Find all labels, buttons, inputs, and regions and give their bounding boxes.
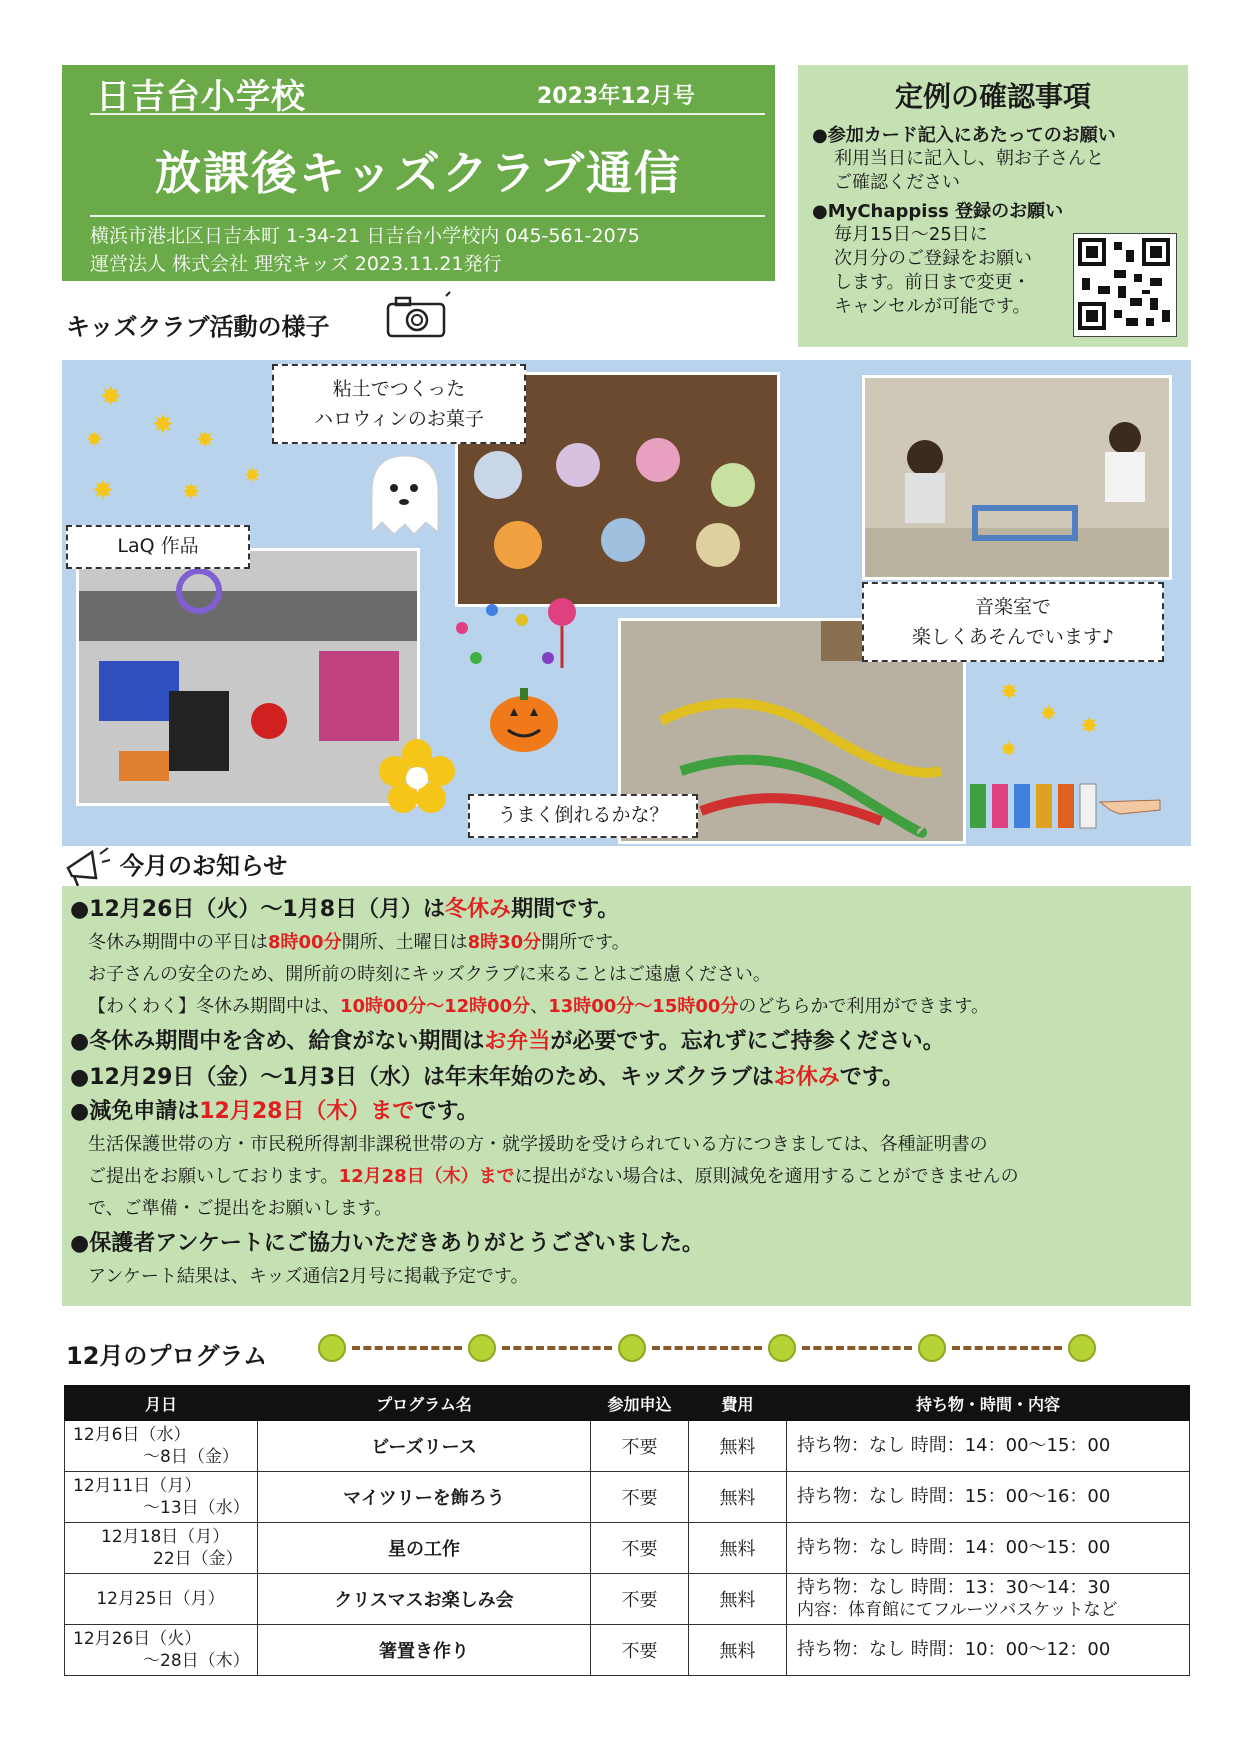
details-cell: 持ち物：なし 時間：13：30～14：30 内容：体育館にてフルーツバスケットなど xyxy=(787,1574,1190,1625)
caption-music xyxy=(862,582,1164,662)
checklist-box xyxy=(798,65,1188,347)
notice-line: 冬休み期間中の平日は8時00分開所、土曜日は8時30分開所です。 xyxy=(88,932,630,953)
dominoes-pointing-hand-icon xyxy=(970,780,1170,832)
checklist-item-heading: ●MyChappiss 登録のお願い xyxy=(812,201,1064,222)
column-header: プログラム名 xyxy=(258,1386,591,1421)
table-row xyxy=(65,1472,1190,1523)
checklist-text: します。前日まで変更・ xyxy=(834,272,1031,293)
table-row xyxy=(65,1421,1190,1472)
checklist-item-heading: ●参加カード記入にあたってのお願い xyxy=(812,125,1116,146)
program-table xyxy=(64,1385,1190,1676)
column-header: 参加申込 xyxy=(591,1386,689,1421)
pumpkin-icon xyxy=(486,684,562,754)
notice-line: ご提出をお願いしております。12月28日（木）までに提出がない場合は、原則減免を適用することができませんの xyxy=(88,1166,1019,1187)
checklist-text: 利用当日に記入し、朝お子さんと xyxy=(834,148,1104,169)
notice-line: ●12月26日（火）～1月8日（月）は冬休み期間です。 xyxy=(70,897,620,922)
caption-text: 楽しくあそんでいます♪ xyxy=(911,626,1115,648)
star-icon: ✸ xyxy=(244,463,261,487)
star-icon: ✸ xyxy=(152,410,174,440)
caption-domino: うまく倒れるかな？ xyxy=(468,794,698,838)
notice-line: で、ご準備・ご提出をお願いします。 xyxy=(88,1198,393,1219)
date-cell: 12月18日（月） 22日（金） xyxy=(65,1523,258,1574)
star-icon: ✸ xyxy=(100,382,122,412)
camera-icon xyxy=(384,290,454,340)
caption-text: 粘土でつくった xyxy=(332,378,466,400)
star-icon: ✸ xyxy=(1080,714,1099,739)
fee-cell: 無料 xyxy=(689,1472,787,1523)
fee-cell: 無料 xyxy=(689,1421,787,1472)
details-cell: 持ち物：なし 時間：14：00～15：00 xyxy=(787,1523,1190,1574)
activity-section-title: キッズクラブ活動の様子 xyxy=(66,313,330,341)
program-name-cell: クリスマスお楽しみ会 xyxy=(258,1574,591,1625)
header-banner xyxy=(62,65,775,281)
checklist-text: キャンセルが可能です。 xyxy=(834,296,1031,317)
address: 横浜市港北区日吉本町 1-34-21 日吉台小学校内 045-561-2075 xyxy=(90,225,640,247)
checklist-text: 次月分のご登録をお願い xyxy=(834,248,1032,269)
divider xyxy=(90,215,765,217)
notice-line: ●冬休み期間中を含め、給食がない期間はお弁当が必要です。忘れずにご持参ください。 xyxy=(70,1029,945,1054)
star-icon: ✸ xyxy=(86,427,103,451)
school-name: 日吉台小学校 xyxy=(96,77,306,117)
date-cell: 12月26日（火） ～28日（木） xyxy=(65,1625,258,1676)
issue-date: 2023年12月号 xyxy=(537,84,695,109)
photo-music-room xyxy=(862,375,1172,580)
notice-line: ●12月29日（金）～1月3日（水）は年末年始のため、キッズクラブはお休みです。 xyxy=(70,1065,904,1090)
button-dots-decoration xyxy=(318,1334,1198,1370)
date-cell: 12月25日（月） xyxy=(65,1574,258,1625)
details-cell: 持ち物：なし 時間：14：00～15：00 xyxy=(787,1421,1190,1472)
notice-section-title: 今月のお知らせ xyxy=(120,852,288,880)
notice-line: 【わくわく】冬休み期間中は、10時00分～12時00分、13時00分～15時00分のどちらかで利用ができます。 xyxy=(88,996,989,1017)
fee-cell: 無料 xyxy=(689,1523,787,1574)
star-icon: ✸ xyxy=(182,480,201,505)
newsletter-title: 放課後キッズクラブ通信 xyxy=(154,146,683,200)
program-name-cell: ビーズリース xyxy=(258,1421,591,1472)
column-header: 持ち物・時間・内容 xyxy=(787,1386,1190,1421)
details-cell: 持ち物：なし 時間：15：00～16：00 xyxy=(787,1472,1190,1523)
notice-box xyxy=(62,886,1191,1306)
notice-line: アンケート結果は、キッズ通信2月号に掲載予定です。 xyxy=(88,1266,529,1287)
details-cell: 持ち物：なし 時間：10：00～12：00 xyxy=(787,1625,1190,1676)
flower-icon xyxy=(378,738,456,816)
checklist-title: 定例の確認事項 xyxy=(894,80,1091,113)
notice-line: ●保護者アンケートにご協力いただきありがとうございました。 xyxy=(70,1231,704,1256)
column-header: 費用 xyxy=(689,1386,787,1421)
star-icon: ✸ xyxy=(1000,737,1017,761)
divider xyxy=(90,113,765,115)
column-header: 月日 xyxy=(65,1386,258,1421)
candy-icon xyxy=(452,598,592,678)
checklist-text: ご確認ください xyxy=(834,172,960,193)
program-name-cell: マイツリーを飾ろう xyxy=(258,1472,591,1523)
star-icon: ✸ xyxy=(1040,701,1057,725)
table-row xyxy=(65,1625,1190,1676)
date-cell: 12月6日（水） ～8日（金） xyxy=(65,1421,258,1472)
checklist-text: 毎月15日～25日に xyxy=(834,224,988,245)
table-row xyxy=(65,1523,1190,1574)
table-header-row xyxy=(65,1386,1190,1421)
notice-line: お子さんの安全のため、開所前の時刻にキッズクラブに来ることはご遠慮ください。 xyxy=(88,964,771,985)
caption-clay xyxy=(272,364,526,444)
date-cell: 12月11日（月） ～13日（水） xyxy=(65,1472,258,1523)
apply-cell: 不要 xyxy=(591,1472,689,1523)
fee-cell: 無料 xyxy=(689,1625,787,1676)
star-icon: ✸ xyxy=(196,428,215,453)
qr-code[interactable] xyxy=(1073,233,1177,337)
notice-line: ●減免申請は12月28日（木）までです。 xyxy=(70,1099,479,1124)
notice-line: 生活保護世帯の方・市民税所得割非課税世帯の方・就学援助を受けられている方につきましては、各種証明書の xyxy=(88,1134,988,1155)
megaphone-icon xyxy=(62,838,112,888)
fee-cell: 無料 xyxy=(689,1574,787,1625)
caption-text: ハロウィンのお菓子 xyxy=(314,408,484,430)
program-name-cell: 星の工作 xyxy=(258,1523,591,1574)
apply-cell: 不要 xyxy=(591,1625,689,1676)
caption-text: 音楽室で xyxy=(974,596,1051,618)
apply-cell: 不要 xyxy=(591,1574,689,1625)
table-row xyxy=(65,1574,1190,1625)
program-name-cell: 箸置き作り xyxy=(258,1625,591,1676)
apply-cell: 不要 xyxy=(591,1421,689,1472)
apply-cell: 不要 xyxy=(591,1523,689,1574)
ghost-icon xyxy=(362,452,448,540)
publisher-info: 運営法人 株式会社 理究キッズ 2023.11.21発行 xyxy=(90,253,502,275)
photo-laq-works xyxy=(76,548,420,806)
program-section-title: 12月のプログラム xyxy=(66,1342,268,1370)
caption-laq: LaQ 作品 xyxy=(66,525,250,569)
star-icon: ✸ xyxy=(1000,680,1019,705)
star-icon: ✸ xyxy=(92,476,114,506)
